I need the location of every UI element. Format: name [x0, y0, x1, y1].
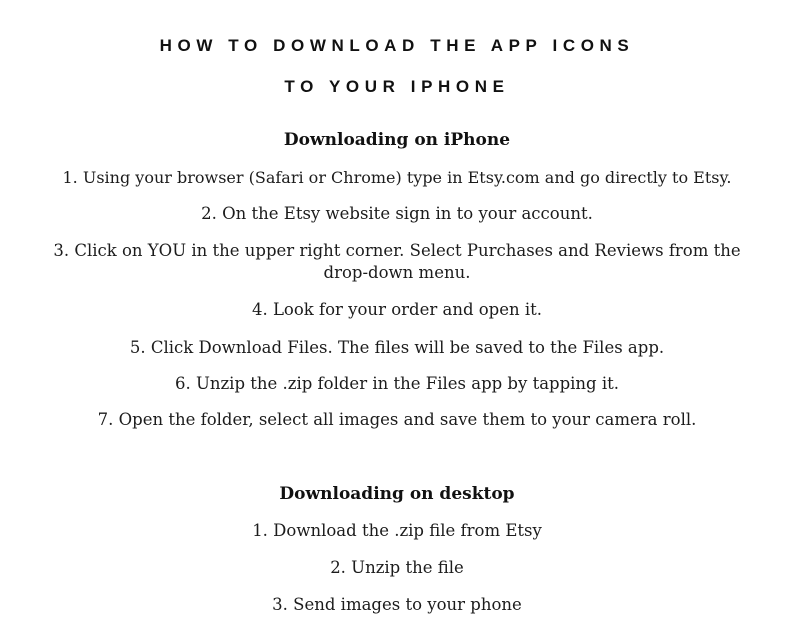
- iphone-section-heading: Downloading on iPhone: [283, 130, 511, 150]
- page-title-line-2: TO YOUR IPHONE: [284, 77, 510, 96]
- iphone-step-1: 1. Using your browser (Safari or Chrome) type in Etsy.com and go directly to Etsy.: [62, 168, 732, 187]
- iphone-step-5: 5. Click Download Files. The files will be saved to the Files app.: [129, 338, 665, 357]
- desktop-step-2: 2. Unzip the file: [330, 558, 464, 577]
- iphone-step-4: 4. Look for your order and open it.: [251, 300, 543, 319]
- iphone-step-6: 6. Unzip the .zip folder in the Files app by tapping it.: [174, 374, 620, 393]
- desktop-section-heading: Downloading on desktop: [279, 484, 515, 504]
- desktop-step-1: 1. Download the .zip file from Etsy: [252, 521, 542, 540]
- page-title-line-1: HOW TO DOWNLOAD THE APP ICONS: [159, 36, 635, 55]
- iphone-step-7: 7. Open the folder, select all images and save them to your camera roll.: [97, 410, 697, 429]
- desktop-step-3: 3. Send images to your phone: [272, 595, 522, 614]
- iphone-step-3: 3. Click on YOU in the upper right corner. Select Purchases and Reviews from the drop-down menu.: [53, 241, 741, 282]
- iphone-step-2: 2. On the Etsy website sign in to your account.: [201, 204, 593, 223]
